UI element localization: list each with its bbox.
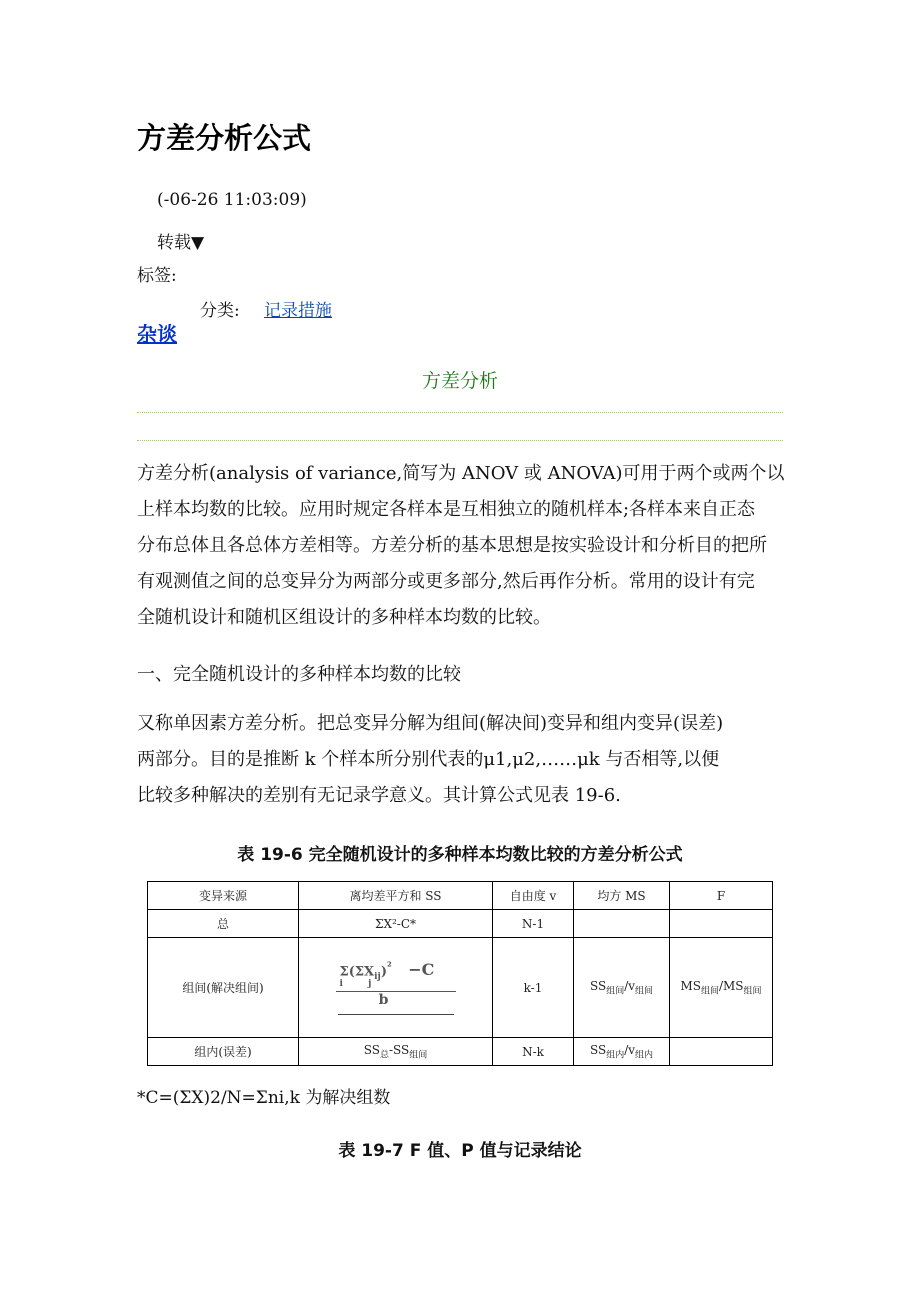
anova-table (147, 881, 773, 1066)
table-note: *C=(ΣX)2/N=Σni,k 为解决组数 (137, 1088, 391, 1108)
repost-toggle[interactable]: 转载▼ (157, 233, 205, 253)
header-cell: 变异来源 (148, 882, 299, 910)
cell-f (670, 1038, 773, 1066)
table-row (148, 1038, 773, 1066)
method-paragraph (137, 706, 785, 814)
section-heading: 一、完全随机设计的多种样本均数的比较 (137, 664, 461, 685)
cell-f: $MS_{组间}/MS_{组间}$ (670, 938, 773, 1038)
cell-df: N-k (493, 1038, 574, 1066)
text-line: 两部分。目的是推断 k 个样本所分别代表的μ1,μ2,……μk 与否相等,以便 (137, 749, 720, 770)
cell-df: k-1 (493, 938, 574, 1038)
cell-f (670, 910, 773, 938)
table-caption: 表 19-6 完全随机设计的多种样本均数比较的方差分析公式 (237, 845, 683, 865)
header-cell: F (670, 882, 773, 910)
tags-label: 标签: (137, 266, 177, 286)
text-line: 有观测值之间的总变异分为两部分或更多部分,然后再作分析。常用的设计有完 (137, 571, 755, 592)
text-line: 方差分析(analysis of variance,简写为 ANOV 或 ANOVA)可用于两个或两个以 (137, 463, 785, 484)
cell-ms: $SS_{组内}/v_{组内}$ (574, 1038, 670, 1066)
category-link[interactable]: 记录措施 (264, 301, 332, 321)
formula-power: ² (386, 959, 392, 973)
table-header-row (148, 882, 773, 910)
cell-ms (574, 910, 670, 938)
formula-close: ) (380, 963, 387, 979)
section-title: 方差分析 (421, 370, 498, 392)
cell-source: 总 (148, 910, 299, 938)
table2-caption: 表 19-7 F 值、P 值与记录结论 (338, 1141, 582, 1161)
table-row (148, 938, 773, 1038)
text-line: 又称单因素方差分析。把总变异分解为组间(解决间)变异和组内变异(误差) (137, 713, 724, 734)
cell-ms: $SS_{组间}/v_{组间}$ (574, 938, 670, 1038)
header-cell: 离均差平方和 SS (299, 882, 493, 910)
cell-source: 组间(解决组间) (148, 938, 299, 1038)
divider (137, 440, 783, 441)
text-line: 上样本均数的比较。应用时规定各样本是互相独立的随机样本;各样本来自正态 (137, 499, 756, 520)
header-cell: 均方 MS (574, 882, 670, 910)
intro-paragraph (137, 456, 785, 636)
tag-link[interactable]: 杂谈 (137, 322, 177, 346)
formula-sub-j: j (368, 979, 372, 990)
category-label: 分类: (200, 301, 240, 321)
page-title: 方差分析公式 (137, 121, 312, 155)
cell-source: 组内(误差) (148, 1038, 299, 1066)
ss-formula (336, 960, 456, 1016)
text-line: 全随机设计和随机区组设计的多种样本均数的比较。 (137, 607, 551, 628)
divider (137, 412, 783, 413)
cell-ss: ΣX²-C* (299, 910, 493, 938)
formula-tail: −C (408, 959, 435, 979)
table-row (148, 910, 773, 938)
formula-numerator: Σ(ΣX (339, 963, 375, 979)
formula-sub: ij (374, 971, 381, 982)
cell-ss-formula (299, 938, 493, 1038)
formula-sub-i: i (339, 979, 343, 990)
post-date: (-06-26 11:03:09) (157, 190, 307, 210)
cell-ss: $SS_总-SS_{组间}$ (299, 1038, 493, 1066)
text-line: 分布总体且各总体方差相等。方差分析的基本思想是按实验设计和分析目的把所 (137, 535, 767, 556)
formula-denominator: b (378, 992, 389, 1009)
cell-df: N-1 (493, 910, 574, 938)
header-cell: 自由度 v (493, 882, 574, 910)
text-line: 比较多种解决的差别有无记录学意义。其计算公式见表 19-6. (137, 785, 621, 806)
